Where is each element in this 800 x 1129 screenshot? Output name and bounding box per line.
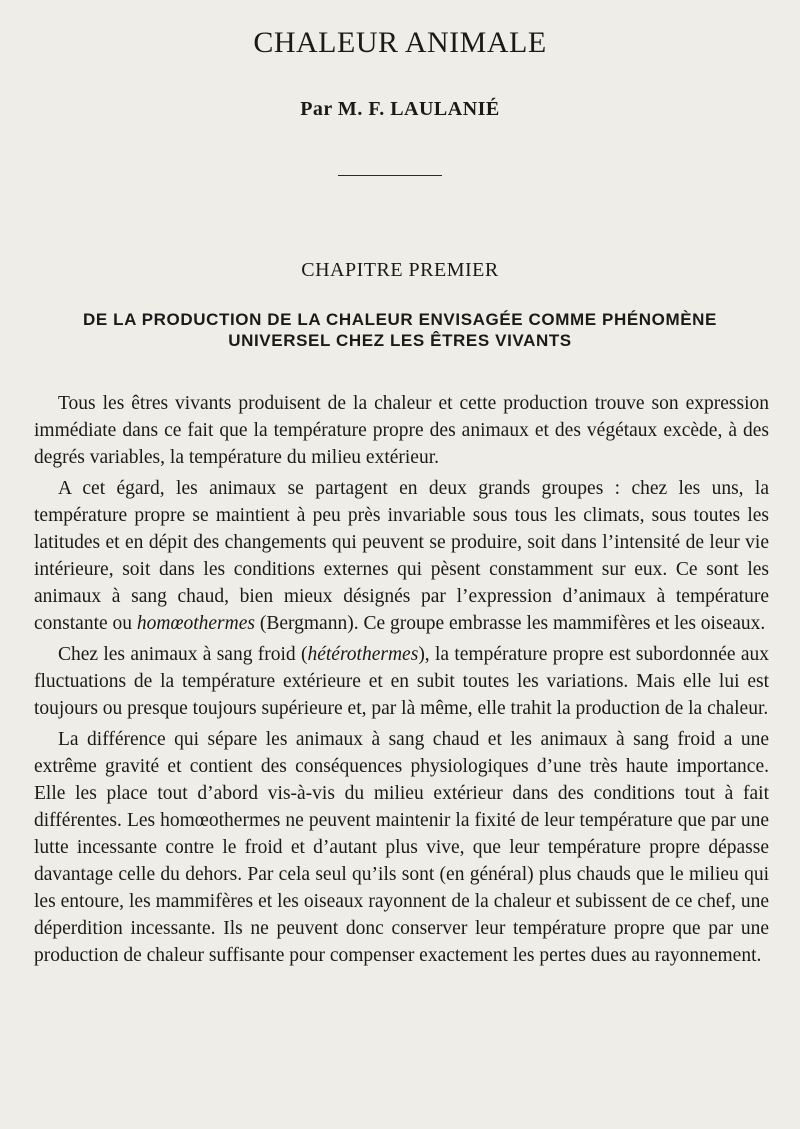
paragraph-3-italic-term: hétérothermes bbox=[307, 644, 419, 665]
chapter-subtitle: DE LA PRODUCTION DE LA CHALEUR ENVISAGÉE COMME PHÉNOMÈNE UNIVERSEL CHEZ LES ÊTRES VIVANTS bbox=[83, 310, 717, 350]
article-title: CHALEUR ANIMALE bbox=[253, 26, 547, 59]
paragraph-2-italic-term: homœothermes bbox=[136, 613, 255, 634]
chapter-heading: CHAPITRE PREMIER bbox=[301, 259, 499, 281]
author-line: Par M. F. LAULANIÉ bbox=[300, 98, 500, 120]
paragraph-3-text-before: Chez les animaux à sang froid ( bbox=[58, 644, 308, 665]
title-divider bbox=[338, 175, 442, 176]
paragraph-1: Tous les êtres vivants produisent de la chaleur et cette production trouve son expression immédiate dans ce fait que la température propre des animaux et des végétaux excède, à des degrés variables, la température du milieu extérieur. bbox=[34, 393, 769, 468]
paragraph-2 bbox=[34, 475, 769, 637]
paragraph-3 bbox=[34, 641, 769, 722]
paragraph-2-text-after: (Bergmann). Ce groupe embrasse les mammifères et les oiseaux. bbox=[254, 613, 766, 634]
body-text bbox=[34, 390, 769, 973]
paragraph-2-text-before: A cet égard, les animaux se partagent en deux grands groupes : chez les uns, la température propre se maintient à peu près invariable sous tous les climats, sous toutes les latitudes et en dépit des changements qui peuvent se produire, soit dans l’intensité de leur vie intérieure, soit dans les conditions externes qui pèsent constamment sur eux. Ce sont les animaux à sang chaud, bien mieux désignés par l’expression d’animaux à température constante ou bbox=[34, 478, 769, 634]
paragraph-3-text-after: ), la température propre est subordonnée aux fluctuations de la température extérieure et en subit toutes les variations. Mais elle lui est toujours ou presque toujours supérieure et, par là même, elle trahit la production de la chaleur. bbox=[34, 644, 770, 719]
paragraph-4: La différence qui sépare les animaux à sang chaud et les animaux à sang froid a une extrême gravité et contient des conséquences physiologiques d’une très haute importance. Elle les place tout d’abord vis-à-vis du milieu extérieur dans des conditions tout à fait différentes. Les homœothermes ne peuvent maintenir la fixité de leur température que par une lutte incessante contre le froid et d’autant plus vive, que leur température propre dépasse davantage celle du dehors. Par cela seul qu’ils sont (en général) plus chauds que le milieu qui les entoure, les mammifères et les oiseaux rayonnent de la chaleur et subissent de ce chef, une déperdition incessante. Ils ne peuvent donc conserver leur température propre que par une production de chaleur suffisante pour compenser exactement les pertes dues au rayonnement. bbox=[34, 729, 769, 966]
